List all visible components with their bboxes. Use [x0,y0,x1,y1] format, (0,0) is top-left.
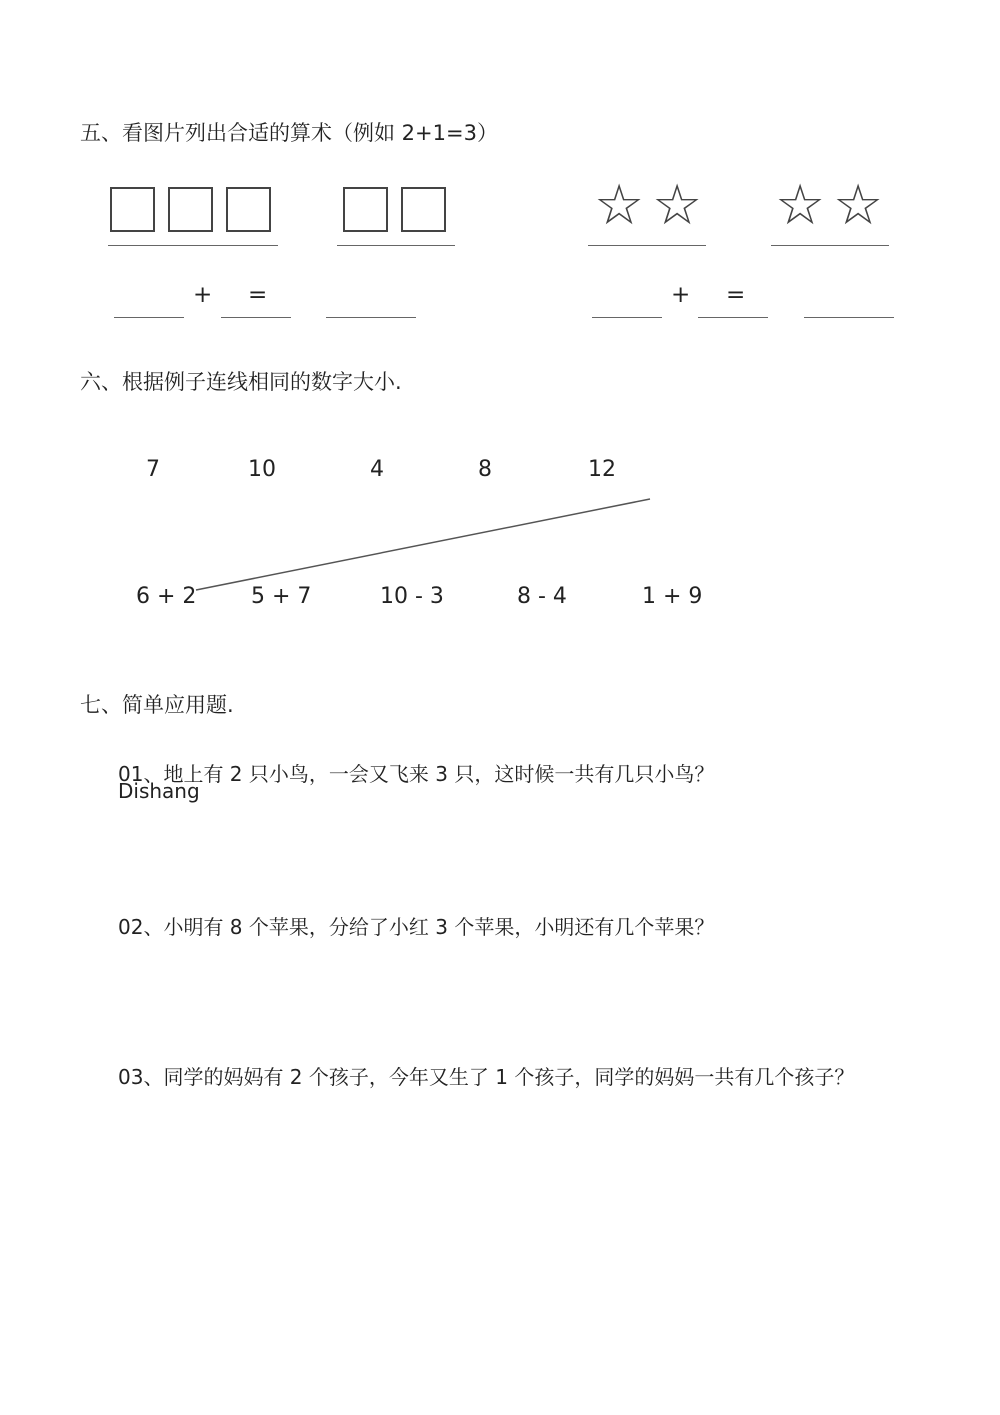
bottom-expression: 10 - 3 [380,584,444,609]
question-1: 01、地上有 2 只小鸟，一会又飞来 3 只，这时候一共有几只小鸟？ [118,762,715,786]
bottom-expression: 6 + 2 [136,584,197,609]
top-number: 12 [588,457,616,482]
plus-sign: + [193,282,213,308]
question-3: 03、同学的妈妈有 2 个孩子，今年又生了 1 个孩子，同学的妈妈一共有几个孩子？ [118,1065,855,1089]
bottom-expression: 1 + 9 [642,584,703,609]
top-number: 4 [370,457,384,482]
equals-sign: = [726,282,746,308]
question-2: 02、小明有 8 个苹果，分给了小红 3 个苹果，小明还有几个苹果？ [118,915,715,939]
star-icon: ☆ [775,173,826,238]
section5-title: 五、看图片列出合适的算术（例如 2+1=3） [80,121,498,145]
equals-sign: = [248,282,268,308]
star-icon: ☆ [594,173,645,238]
plus-sign: + [671,282,691,308]
bottom-expression: 8 - 4 [517,584,567,609]
section6-title: 六、根据例子连线相同的数字大小. [80,370,402,394]
star-icon: ☆ [652,173,703,238]
top-number: 8 [478,457,492,482]
bottom-expression: 5 + 7 [251,584,312,609]
question-1-note: Dishang [118,779,200,803]
section7-title: 七、简单应用题. [80,693,234,717]
top-number: 7 [146,457,160,482]
top-number: 10 [248,457,276,482]
star-icon: ☆ [833,173,884,238]
